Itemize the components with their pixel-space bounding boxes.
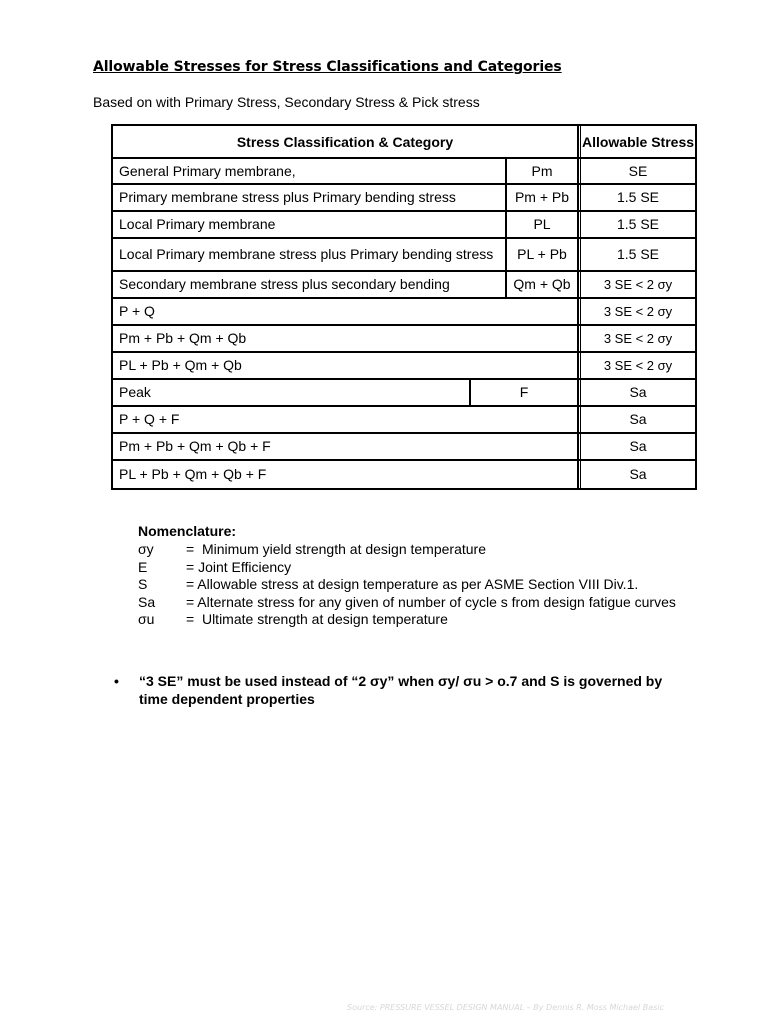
category-cell: Primary membrane stress plus Primary bending stress <box>119 189 456 205</box>
nomenclature-symbol: Sa <box>138 593 156 610</box>
nomenclature-symbol: σu <box>138 611 155 628</box>
category-cell: Local Primary membrane stress plus Primary bending stress <box>119 246 494 262</box>
nomenclature-symbol: σy <box>138 541 154 557</box>
category-cell: General Primary membrane, <box>119 162 296 179</box>
column-divider <box>577 126 579 488</box>
allowable-cell: Sa <box>629 384 647 400</box>
stress-table <box>111 124 697 490</box>
symbol-cell: Qm + Qb <box>513 276 571 292</box>
note-text: “3 SE” must be used instead of “2 σy” when σy/ σu > o.7 and S is governed by time dependent properties <box>139 673 663 707</box>
allowable-cell: Sa <box>629 438 647 454</box>
nomenclature-definition: = Allowable stress at design temperature as per ASME Section VIII Div.1. <box>186 576 639 593</box>
symbol-cell: Pm + Pb <box>514 189 570 205</box>
category-cell: P + Q + F <box>119 411 180 427</box>
page-subtitle: Based on with Primary Stress, Secondary Stress & Pick stress <box>93 94 480 110</box>
header-category: Stress Classification & Category <box>236 133 454 150</box>
nomenclature-item <box>138 541 676 559</box>
symbol-cell: Pm <box>531 162 553 179</box>
nomenclature-symbol: E <box>138 558 148 575</box>
nomenclature-item <box>138 611 676 629</box>
allowable-cell: 1.5 SE <box>616 246 660 262</box>
category-cell: Peak <box>119 384 151 400</box>
nomenclature-definition: = Alternate stress for any given of number of cycle s from design fatigue curves <box>186 593 676 610</box>
category-cell: Pm + Pb + Qm + Qb + F <box>119 438 271 454</box>
symbol-cell: F <box>519 384 529 400</box>
nomenclature-item <box>138 576 676 594</box>
allowable-cell: 3 SE < 2 σy <box>603 277 673 292</box>
allowable-cell: Sa <box>629 411 647 427</box>
source-watermark: Source: PRESSURE VESSEL DESIGN MANUAL – By Dennis R. Moss Michael Basic <box>347 1003 664 1012</box>
nomenclature-definition: = Joint Efficiency <box>186 558 292 575</box>
allowable-cell: 1.5 SE <box>616 189 660 205</box>
allowable-cell: Sa <box>629 465 647 482</box>
category-cell: PL + Pb + Qm + Qb + F <box>119 465 267 482</box>
nomenclature-item <box>138 559 676 577</box>
nomenclature-symbol: S <box>138 576 148 593</box>
nomenclature <box>138 522 676 629</box>
nomenclature-definition: = Minimum yield strength at design temperature <box>186 541 486 557</box>
nomenclature-title: Nomenclature: <box>138 523 237 539</box>
category-cell: PL + Pb + Qm + Qb <box>119 357 242 373</box>
allowable-cell: SE <box>628 162 648 179</box>
symbol-cell: PL + Pb <box>517 246 567 262</box>
page-title: Allowable Stresses for Stress Classifications and Categories <box>93 59 562 75</box>
symbol-cell: PL <box>533 216 551 232</box>
allowable-cell: 3 SE < 2 σy <box>603 358 673 373</box>
header-allowable: Allowable Stress <box>581 133 695 150</box>
nomenclature-item <box>138 594 676 612</box>
allowable-cell: 3 SE < 2 σy <box>603 331 673 346</box>
category-cell: Secondary membrane stress plus secondary bending <box>119 276 450 292</box>
bullet-icon: • <box>114 673 119 689</box>
category-cell: Pm + Pb + Qm + Qb <box>119 330 247 346</box>
nomenclature-definition: = Ultimate strength at design temperature <box>186 611 448 628</box>
category-cell: P + Q <box>119 303 155 319</box>
allowable-cell: 3 SE < 2 σy <box>603 304 673 319</box>
category-cell: Local Primary membrane <box>119 216 276 232</box>
allowable-cell: 1.5 SE <box>616 216 660 232</box>
